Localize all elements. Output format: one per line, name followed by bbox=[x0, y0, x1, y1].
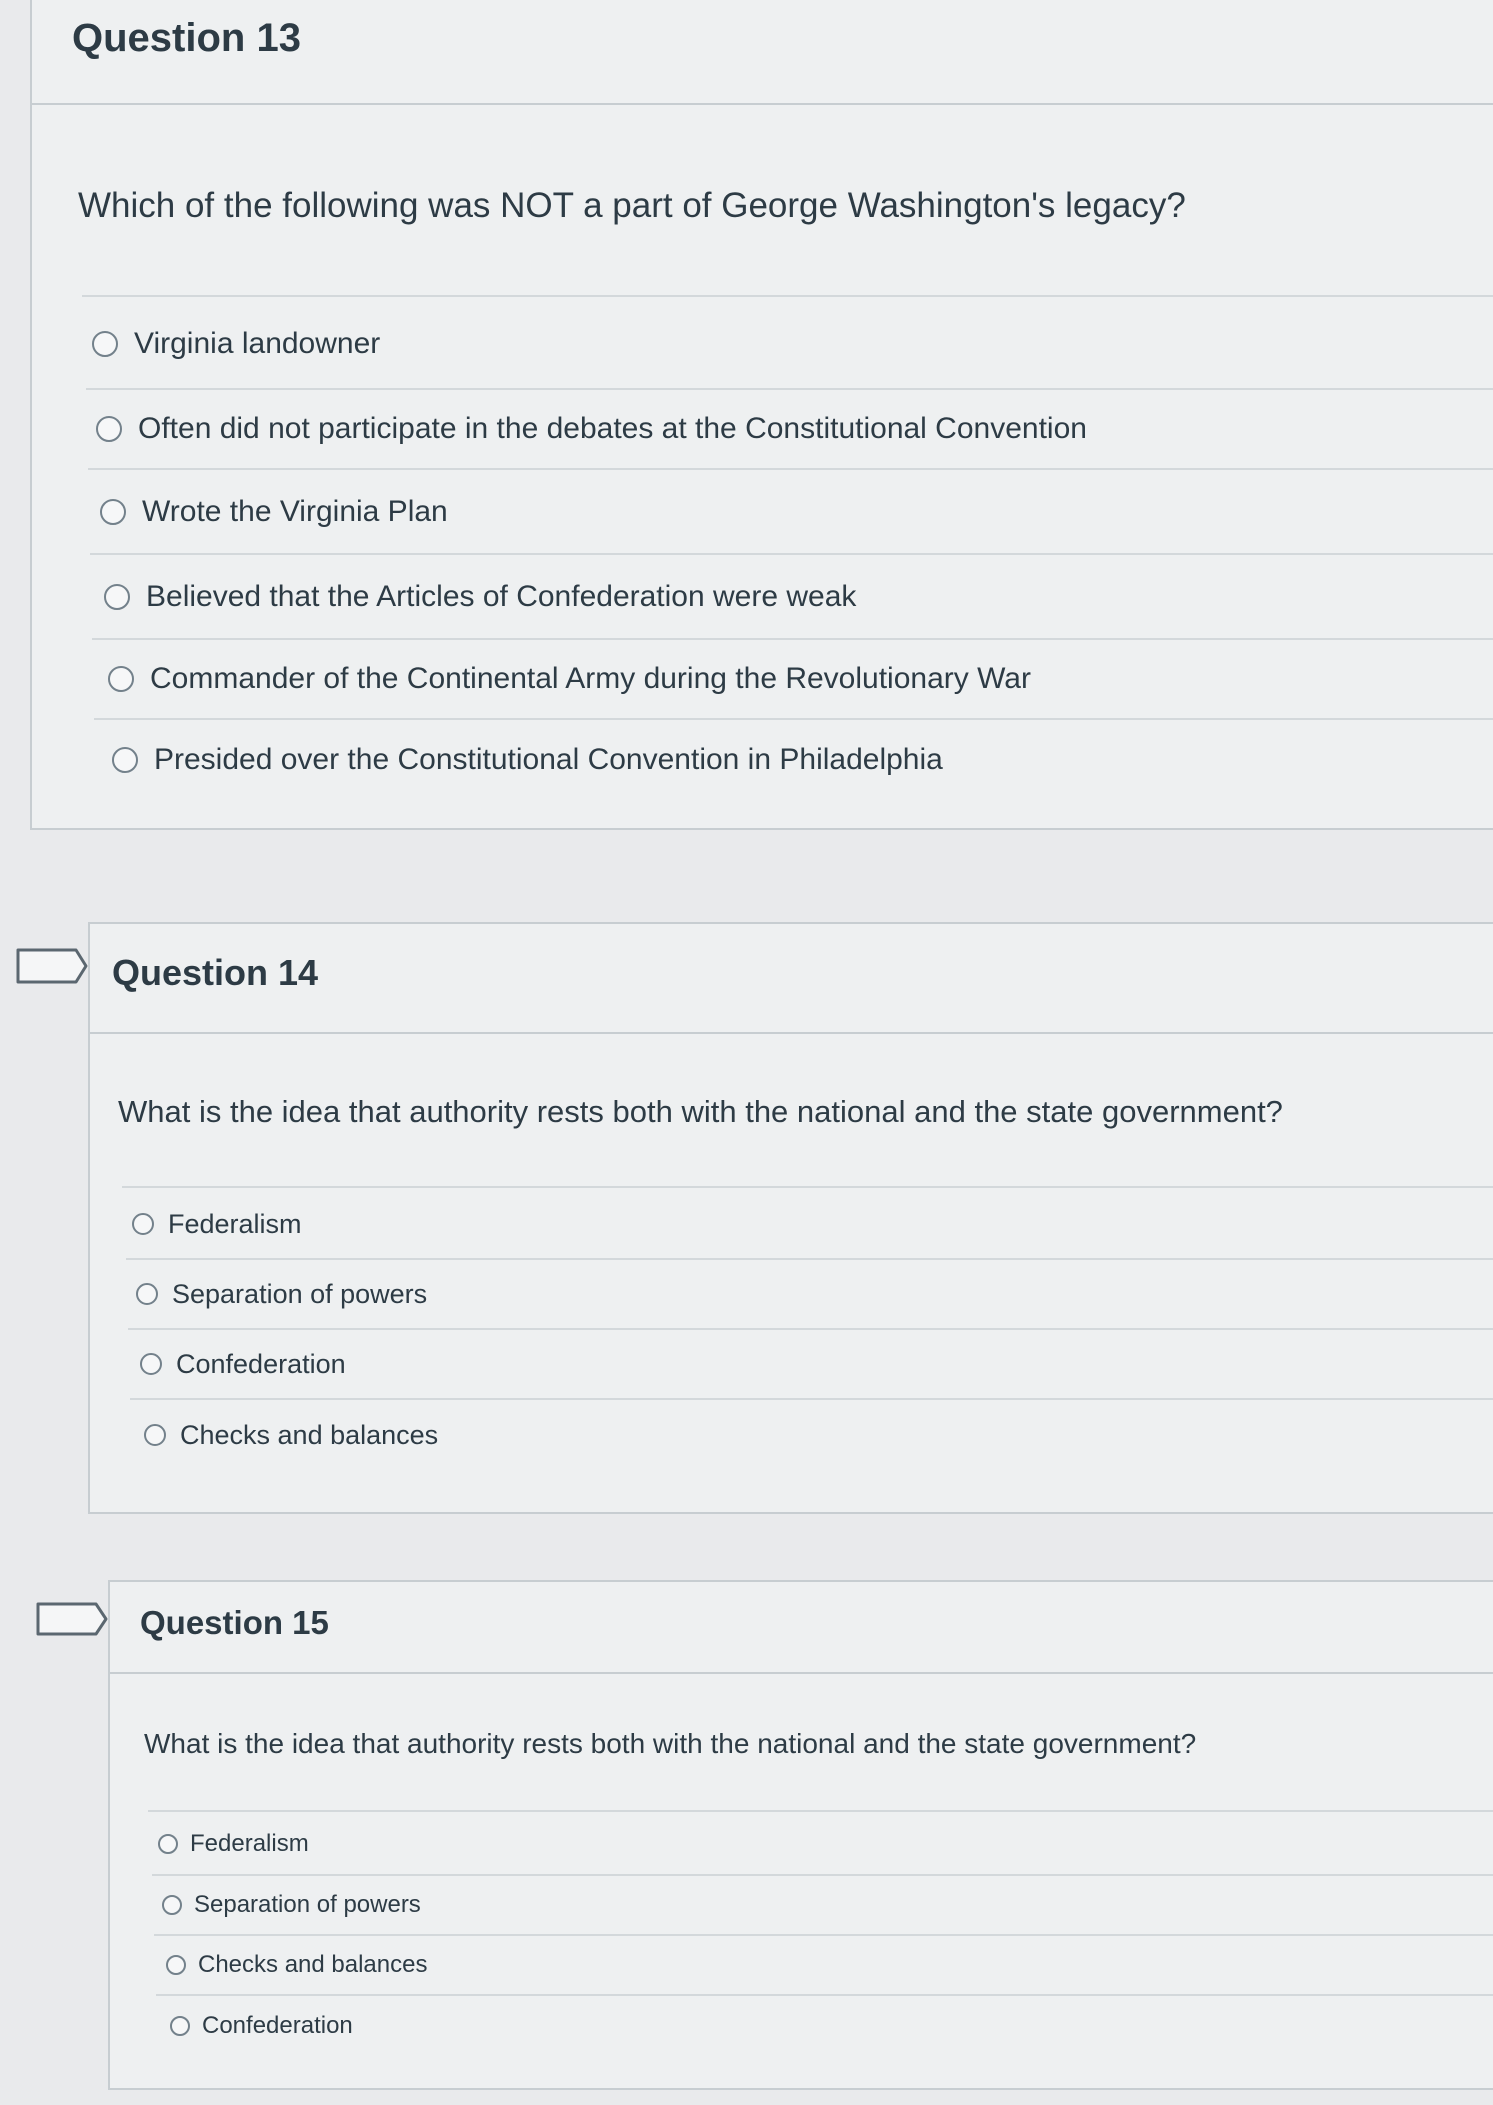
radio-unselected-icon[interactable] bbox=[136, 1283, 158, 1305]
radio-unselected-icon[interactable] bbox=[104, 584, 130, 610]
flag-question-icon[interactable] bbox=[34, 1600, 114, 1638]
radio-unselected-icon[interactable] bbox=[166, 1955, 186, 1975]
answer-label: Separation of powers bbox=[172, 1278, 428, 1309]
question-13-answer-6[interactable] bbox=[96, 720, 1493, 800]
question-15-card bbox=[108, 1580, 1493, 2090]
answer-label: Presided over the Constitutional Convention in Philadelphia bbox=[154, 743, 943, 776]
question-13-card bbox=[30, 0, 1493, 830]
question-15-title: Question 15 bbox=[140, 1604, 329, 1641]
radio-unselected-icon[interactable] bbox=[144, 1424, 166, 1446]
question-14-answer-4[interactable] bbox=[132, 1400, 1493, 1470]
radio-unselected-icon[interactable] bbox=[100, 499, 126, 525]
radio-unselected-icon[interactable] bbox=[140, 1353, 162, 1375]
radio-unselected-icon[interactable] bbox=[108, 666, 134, 692]
radio-unselected-icon[interactable] bbox=[112, 747, 138, 773]
question-15-answer-3[interactable] bbox=[156, 1936, 1493, 1996]
answer-label: Confederation bbox=[202, 2012, 353, 2039]
question-15-text: What is the idea that authority rests both with the national and the state government? bbox=[144, 1728, 1197, 1759]
question-15-divider bbox=[148, 1810, 1493, 1812]
radio-unselected-icon[interactable] bbox=[92, 331, 118, 357]
question-13-answer-2[interactable] bbox=[88, 390, 1493, 470]
answer-label: Checks and balances bbox=[198, 1951, 428, 1978]
question-13-header bbox=[32, 0, 1493, 105]
question-14-answer-3[interactable] bbox=[130, 1330, 1493, 1400]
radio-unselected-icon[interactable] bbox=[132, 1213, 154, 1235]
question-13-title: Question 13 bbox=[72, 16, 301, 60]
question-13-answer-3[interactable] bbox=[90, 470, 1493, 555]
answer-label: Confederation bbox=[176, 1348, 346, 1379]
radio-unselected-icon[interactable] bbox=[96, 416, 122, 442]
question-15-header bbox=[110, 1582, 1493, 1674]
question-14-title: Question 14 bbox=[112, 952, 319, 993]
answer-label: Commander of the Continental Army during the Revolutionary War bbox=[150, 662, 1031, 695]
question-15-answer-4[interactable] bbox=[158, 1996, 1493, 2056]
flag-question-icon[interactable] bbox=[14, 946, 94, 986]
question-14-header bbox=[90, 924, 1493, 1034]
question-14-answer-2[interactable] bbox=[128, 1260, 1493, 1330]
question-14-card bbox=[88, 922, 1493, 1514]
question-15-answer-2[interactable] bbox=[154, 1876, 1493, 1936]
question-14-answer-1[interactable] bbox=[126, 1190, 1493, 1260]
question-13-answer-5[interactable] bbox=[94, 640, 1493, 720]
question-15-answer-1[interactable] bbox=[152, 1814, 1493, 1876]
question-14-text: What is the idea that authority rests both with the national and the state government? bbox=[118, 1094, 1283, 1129]
radio-unselected-icon[interactable] bbox=[170, 2016, 190, 2036]
answer-label: Believed that the Articles of Confederation were weak bbox=[146, 579, 857, 613]
answer-label: Federalism bbox=[190, 1830, 309, 1857]
radio-unselected-icon[interactable] bbox=[158, 1834, 178, 1854]
question-13-answer-1[interactable] bbox=[86, 300, 1493, 390]
answer-label: Wrote the Virginia Plan bbox=[142, 494, 448, 528]
answer-label: Federalism bbox=[168, 1208, 302, 1239]
question-13-text: Which of the following was NOT a part of George Washington's legacy? bbox=[78, 186, 1186, 225]
answer-label: Often did not participate in the debates at the Constitutional Convention bbox=[138, 412, 1087, 445]
question-14-divider bbox=[122, 1186, 1493, 1188]
answer-label: Separation of powers bbox=[194, 1891, 421, 1918]
answer-label: Virginia landowner bbox=[134, 327, 381, 360]
answer-label: Checks and balances bbox=[180, 1419, 439, 1450]
radio-unselected-icon[interactable] bbox=[162, 1895, 182, 1915]
question-13-divider bbox=[82, 295, 1493, 297]
question-13-answer-4[interactable] bbox=[92, 555, 1493, 640]
